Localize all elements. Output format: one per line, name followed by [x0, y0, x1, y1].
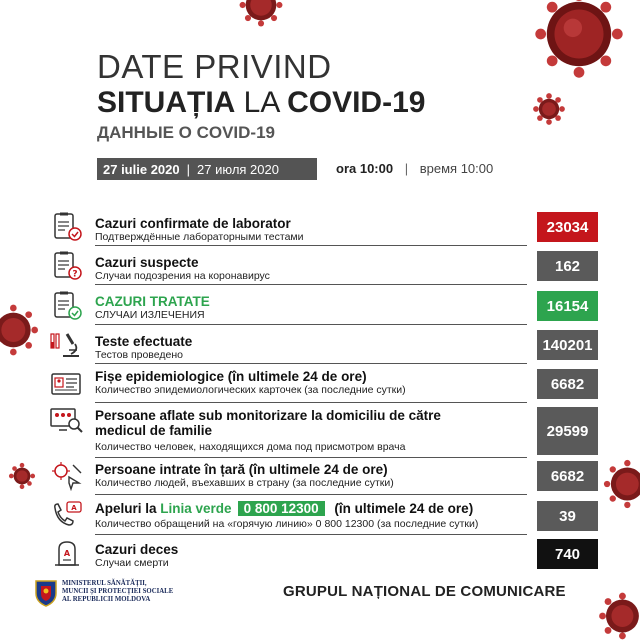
row-label-ru: Количество людей, въехавших в страну (за последние сутки)	[95, 477, 394, 489]
row-label-ro-line1: Persoane aflate sub monitorizare la domiciliu de către	[95, 408, 441, 423]
row-divider	[95, 494, 527, 495]
row-label-ru: Количество обращений на «горячую линию» 0 800 12300 (за последние сутки)	[95, 518, 479, 530]
row-divider	[95, 324, 527, 325]
stat-value: 140201	[537, 330, 598, 360]
virus-decoration-icon	[232, 0, 290, 28]
row-divider	[95, 457, 527, 458]
row-label-ro	[95, 501, 478, 516]
monitor-search-icon	[49, 406, 85, 436]
time-ru: время 10:00	[419, 161, 494, 176]
virus-decoration-icon	[8, 462, 36, 490]
row-divider	[95, 245, 527, 246]
virus-travel-icon	[49, 461, 85, 491]
hotline-number[interactable]: 0 800 12300	[238, 501, 325, 516]
title-la: LA	[243, 86, 279, 119]
time-separator: |	[404, 161, 409, 176]
row-label-ru: Подтверждённые лабораторными тестами	[95, 231, 304, 243]
date-ru: 27 июля 2020	[197, 161, 279, 177]
row-divider	[95, 363, 527, 364]
row-label-ru: Тестов проведено	[95, 349, 183, 361]
title-covid: COVID-19	[287, 86, 426, 119]
clipboard-cured-icon	[49, 291, 85, 321]
virus-decoration-icon	[598, 592, 640, 640]
row-label-ro: Fișe epidemiologice (în ultimele 24 de ore)	[95, 369, 367, 384]
title-line-2	[97, 86, 425, 120]
hotline-name: Linia verde	[160, 501, 232, 516]
ministry-line-1: MINISTERUL SĂNĂTĂȚII,	[62, 580, 147, 587]
row-divider	[95, 284, 527, 285]
stat-value: 23034	[537, 212, 598, 242]
date-badge	[97, 158, 317, 180]
row-label-ru: Количество эпидемиологических карточек (за последние сутки)	[95, 384, 406, 396]
phone-call-icon	[49, 500, 85, 530]
row-label-ro: Cazuri deces	[95, 542, 179, 557]
hotline-prefix: Apeluri la	[95, 501, 157, 516]
row-label-ru: Случаи смерти	[95, 557, 169, 569]
title-situatia: SITUAȚIA	[97, 86, 236, 119]
gravestone-icon	[49, 539, 85, 569]
coat-of-arms-icon	[33, 577, 59, 607]
stat-value: 162	[537, 251, 598, 281]
hotline-period: (în ultimele 24 de ore)	[334, 501, 474, 516]
row-label-ru: Случаи подозрения на коронавирус	[95, 270, 270, 282]
stat-value: 740	[537, 539, 598, 569]
stat-value: 6682	[537, 461, 598, 491]
stat-value: 39	[537, 501, 598, 531]
date-separator: |	[186, 161, 191, 177]
row-label-ro: CAZURI TRATATE	[95, 294, 210, 309]
virus-decoration-icon	[518, 0, 640, 80]
row-label-ro: Cazuri confirmate de laborator	[95, 216, 291, 231]
date-ro: 27 iulie 2020	[103, 161, 180, 177]
time-info	[336, 161, 493, 176]
svg-text:A: A	[63, 549, 71, 558]
microscope-icon	[49, 330, 85, 360]
virus-decoration-icon	[602, 454, 640, 514]
row-label-ru: СЛУЧАИ ИЗЛЕЧЕНИЯ	[95, 309, 205, 321]
title-line-1: DATE PRIVIND	[97, 48, 332, 85]
clipboard-check-icon	[49, 212, 85, 242]
row-divider	[95, 534, 527, 535]
virus-decoration-icon	[0, 300, 40, 360]
stat-value: 29599	[537, 407, 598, 455]
clipboard-question-icon	[49, 251, 85, 281]
row-label-ro-line2: medicul de familie	[95, 423, 213, 438]
row-label-ro: Teste efectuate	[95, 334, 193, 349]
virus-decoration-icon	[532, 92, 566, 126]
time-ro: ora 10:00	[336, 161, 394, 176]
row-divider	[95, 402, 527, 403]
ministry-line-3: AL REPUBLICII MOLDOVA	[62, 596, 151, 603]
ministry-line-2: MUNCII ȘI PROTECȚIEI SOCIALE	[62, 588, 174, 595]
subtitle-ru: ДАННЫЕ О COVID-19	[97, 123, 276, 142]
svg-text:?: ?	[72, 269, 78, 280]
stat-value: 6682	[537, 369, 598, 399]
row-label-ro: Cazuri suspecte	[95, 255, 199, 270]
footer-group-name: GRUPUL NAȚIONAL DE COMUNICARE	[283, 583, 566, 600]
ministry-name	[62, 580, 173, 604]
id-card-icon	[49, 369, 85, 399]
row-label-ru: Количество человек, находящихся дома под присмотром врача	[95, 441, 406, 453]
svg-text:A: A	[71, 504, 77, 512]
row-label-ro: Persoane intrate în țară (în ultimele 24 de ore)	[95, 462, 388, 477]
stat-value: 16154	[537, 291, 598, 321]
